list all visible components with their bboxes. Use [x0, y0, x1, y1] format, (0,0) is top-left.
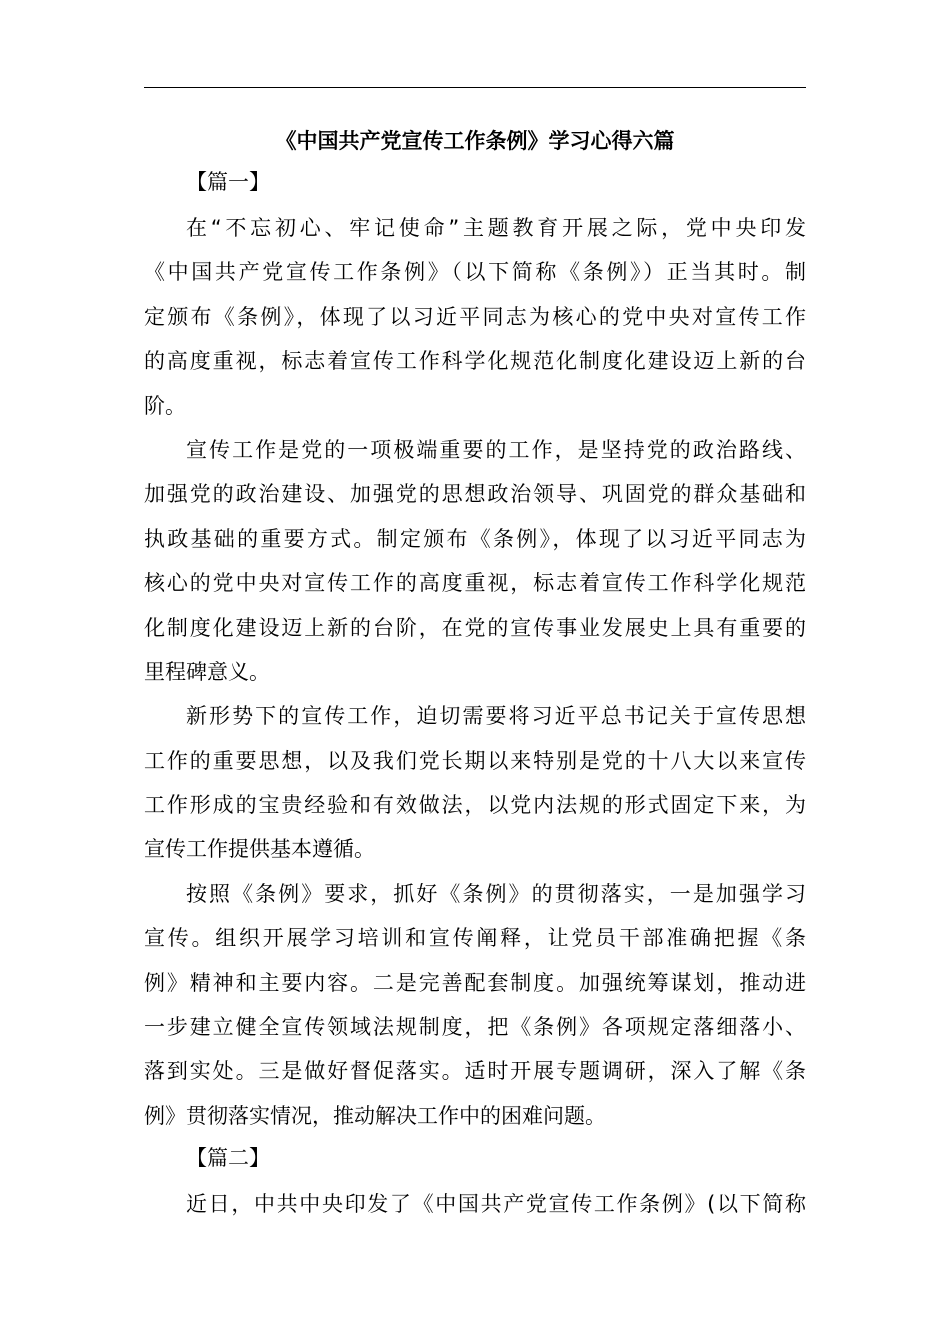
text-line: 在“不忘初心、牢记使命”主题教育开展之际，党中央印发 [186, 216, 806, 240]
text-line: 例》贯彻落实情况，推动解决工作中的困难问题。 [144, 1103, 606, 1128]
section-1-body [144, 206, 806, 1138]
text-line: 宣传。组织开展学习培训和宣传阐释，让党员干部准确把握《条 [144, 926, 806, 951]
text-line: 一步建立健全宣传领域法规制度，把《条例》各项规定落细落小、 [144, 1015, 806, 1040]
paragraph-5 [144, 1182, 806, 1226]
text-line: 阶。 [144, 393, 186, 418]
text-line: 近日，中共中央印发了《中国共产党宣传工作条例》(以下简称 [186, 1192, 806, 1216]
text-line: 例》精神和主要内容。二是完善配套制度。加强统筹谋划，推动进 [144, 970, 806, 995]
section-2-body [144, 1182, 806, 1226]
text-line: 落到实处。三是做好督促落实。适时开展专题调研，深入了解《条 [144, 1059, 806, 1084]
paragraph-4 [144, 872, 806, 1138]
text-line: 宣传工作是党的一项极端重要的工作，是坚持党的政治路线、 [186, 437, 806, 462]
text-line: 工作形成的宝贵经验和有效做法，以党内法规的形式固定下来，为 [144, 793, 806, 818]
paragraph-1 [144, 206, 806, 428]
text-line: 定颁布《条例》，体现了以习近平同志为核心的党中央对宣传工作 [144, 304, 806, 329]
header-rule [144, 87, 806, 88]
section-heading-1: 【篇一】 [186, 170, 270, 194]
text-line: 化制度化建设迈上新的台阶，在党的宣传事业发展史上具有重要的 [144, 615, 806, 640]
text-line: 的高度重视，标志着宣传工作科学化规范化制度化建设迈上新的台 [144, 349, 806, 374]
document-title: 《中国共产党宣传工作条例》学习心得六篇 [275, 129, 675, 153]
text-line: 按照《条例》要求，抓好《条例》的贯彻落实，一是加强学习 [186, 881, 806, 906]
section-heading-2: 【篇二】 [186, 1146, 270, 1170]
text-line: 核心的党中央对宣传工作的高度重视，标志着宣传工作科学化规范 [144, 571, 806, 596]
text-line: 宣传工作提供基本遵循。 [144, 837, 375, 862]
text-line: 《中国共产党宣传工作条例》（以下简称《条例》）正当其时。制 [144, 260, 806, 285]
text-line: 执政基础的重要方式。制定颁布《条例》，体现了以习近平同志为 [144, 526, 806, 551]
text-line: 工作的重要思想，以及我们党长期以来特别是党的十八大以来宣传 [144, 748, 806, 773]
paragraph-3 [144, 694, 806, 872]
text-line: 加强党的政治建设、加强党的思想政治领导、巩固党的群众基础和 [144, 482, 806, 507]
text-line: 里程碑意义。 [144, 659, 270, 684]
paragraph-2 [144, 428, 806, 694]
text-line: 新形势下的宣传工作，迫切需要将习近平总书记关于宣传思想 [186, 704, 806, 729]
